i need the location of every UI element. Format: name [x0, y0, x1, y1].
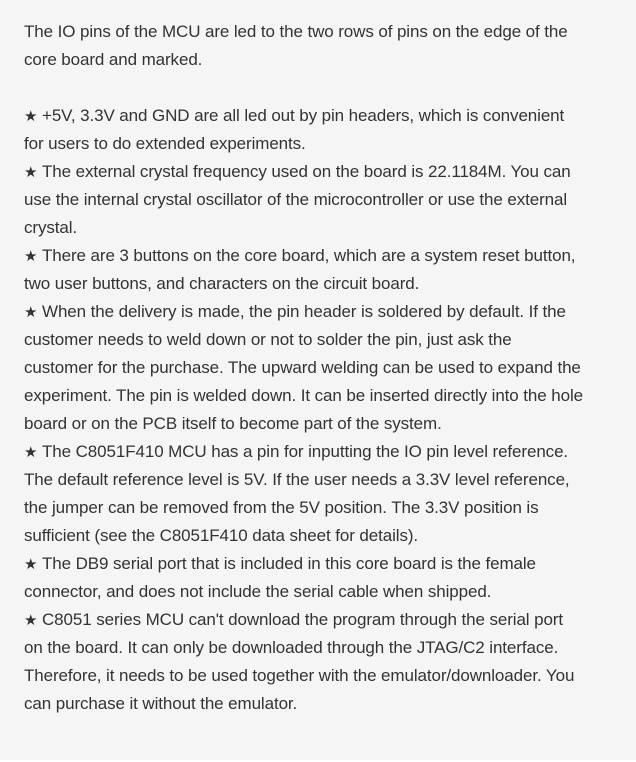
star-icon: ★: [24, 107, 38, 125]
feature-item: [24, 550, 584, 606]
star-icon: ★: [24, 247, 38, 265]
feature-item: [24, 298, 584, 438]
feature-text: The DB9 serial port that is included in this core board is the female connector, and does not include the serial cable when shipped.: [24, 554, 536, 601]
feature-text: C8051 series MCU can't download the program through the serial port on the board. It can only be downloaded through the JTAG/C2 interface. Therefore, it needs to be used together with the emulator/downloader. You can purchase it without the emulator.: [24, 610, 575, 713]
paragraph-spacer: [24, 74, 584, 102]
feature-text: When the delivery is made, the pin header is soldered by default. If the customer needs to weld down or not to solder the pin, just ask the customer for the purchase. The upward welding can be used to expand the experiment. The pin is welded down. It can be inserted directly into the hole board or on the PCB itself to become part of the system.: [24, 302, 583, 433]
star-icon: ★: [24, 611, 38, 629]
feature-text: +5V, 3.3V and GND are all led out by pin headers, which is convenient for users to do extended experiments.: [24, 106, 565, 153]
feature-list: [24, 102, 584, 718]
feature-text: There are 3 buttons on the core board, which are a system reset button, two user buttons, and characters on the circuit board.: [24, 246, 576, 293]
feature-item: [24, 102, 584, 158]
intro-paragraph: The IO pins of the MCU are led to the two rows of pins on the edge of the core board and marked.: [24, 22, 568, 69]
feature-item: [24, 606, 584, 718]
feature-item: [24, 438, 584, 550]
feature-item: [24, 158, 584, 242]
feature-text: The C8051F410 MCU has a pin for inputting the IO pin level reference. The default reference level is 5V. If the user needs a 3.3V level reference, the jumper can be removed from the 5V position. The 3.3V position is sufficient (see the C8051F410 data sheet for details).: [24, 442, 570, 545]
feature-text: The external crystal frequency used on the board is 22.1184M. You can use the internal crystal oscillator of the microcontroller or use the external crystal.: [24, 162, 571, 237]
star-icon: ★: [24, 303, 38, 321]
star-icon: ★: [24, 443, 38, 461]
star-icon: ★: [24, 555, 38, 573]
description-text: [24, 18, 584, 718]
star-icon: ★: [24, 163, 38, 181]
feature-item: [24, 242, 584, 298]
